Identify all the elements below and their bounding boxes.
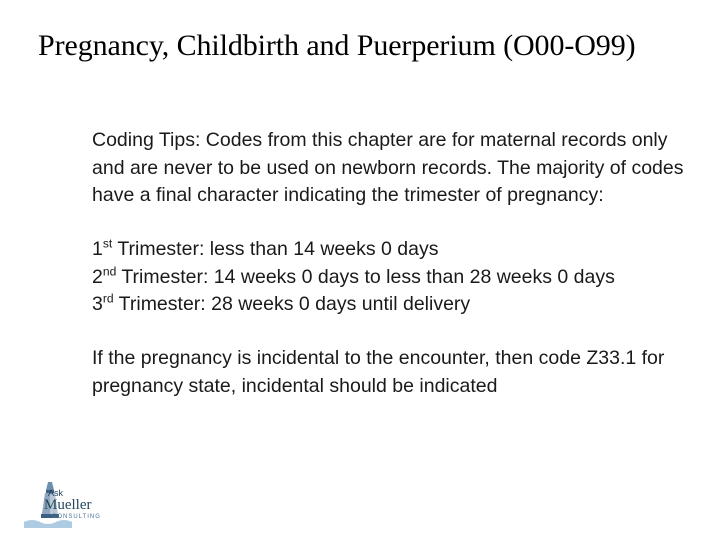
- paragraph-trimester-3: [92, 291, 688, 319]
- paragraph-trimester-2: [92, 264, 688, 292]
- trimester-2-text: Trimester: 14 weeks 0 days to less than 28 weeks 0 days: [116, 265, 615, 288]
- svg-text:CONSULTING: CONSULTING: [52, 514, 101, 520]
- company-logo: [18, 476, 114, 532]
- trimester-2-number: 2: [92, 265, 103, 288]
- paragraph-trimester-1: [92, 236, 688, 264]
- paragraph-incidental-pregnancy: If the pregnancy is incidental to the encounter, then code Z33.1 for pregnancy state, incidental should be indicated: [92, 347, 665, 397]
- paragraph-coding-tips: Coding Tips: Codes from this chapter are for maternal records only and are never to be used on newborn records. The majority of codes have a final character indicating the trimester of pregnancy:: [92, 129, 684, 207]
- trimester-1-ordinal: st: [102, 236, 113, 251]
- slide-body: [92, 127, 688, 401]
- left-margin-bar: [0, 0, 20, 540]
- page-title: Pregnancy, Childbirth and Puerperium (O00-O99): [38, 29, 636, 62]
- svg-text:Ask: Ask: [48, 488, 64, 498]
- trimester-3-ordinal: rd: [102, 291, 114, 306]
- trimester-1-text: Trimester: less than 14 weeks 0 days: [112, 238, 439, 261]
- trimester-3-number: 3: [92, 293, 103, 316]
- trimester-3-text: Trimester: 28 weeks 0 days until delivery: [113, 293, 471, 316]
- trimester-2-ordinal: nd: [102, 264, 117, 279]
- trimester-1-number: 1: [92, 238, 103, 261]
- svg-text:Mueller: Mueller: [44, 497, 92, 513]
